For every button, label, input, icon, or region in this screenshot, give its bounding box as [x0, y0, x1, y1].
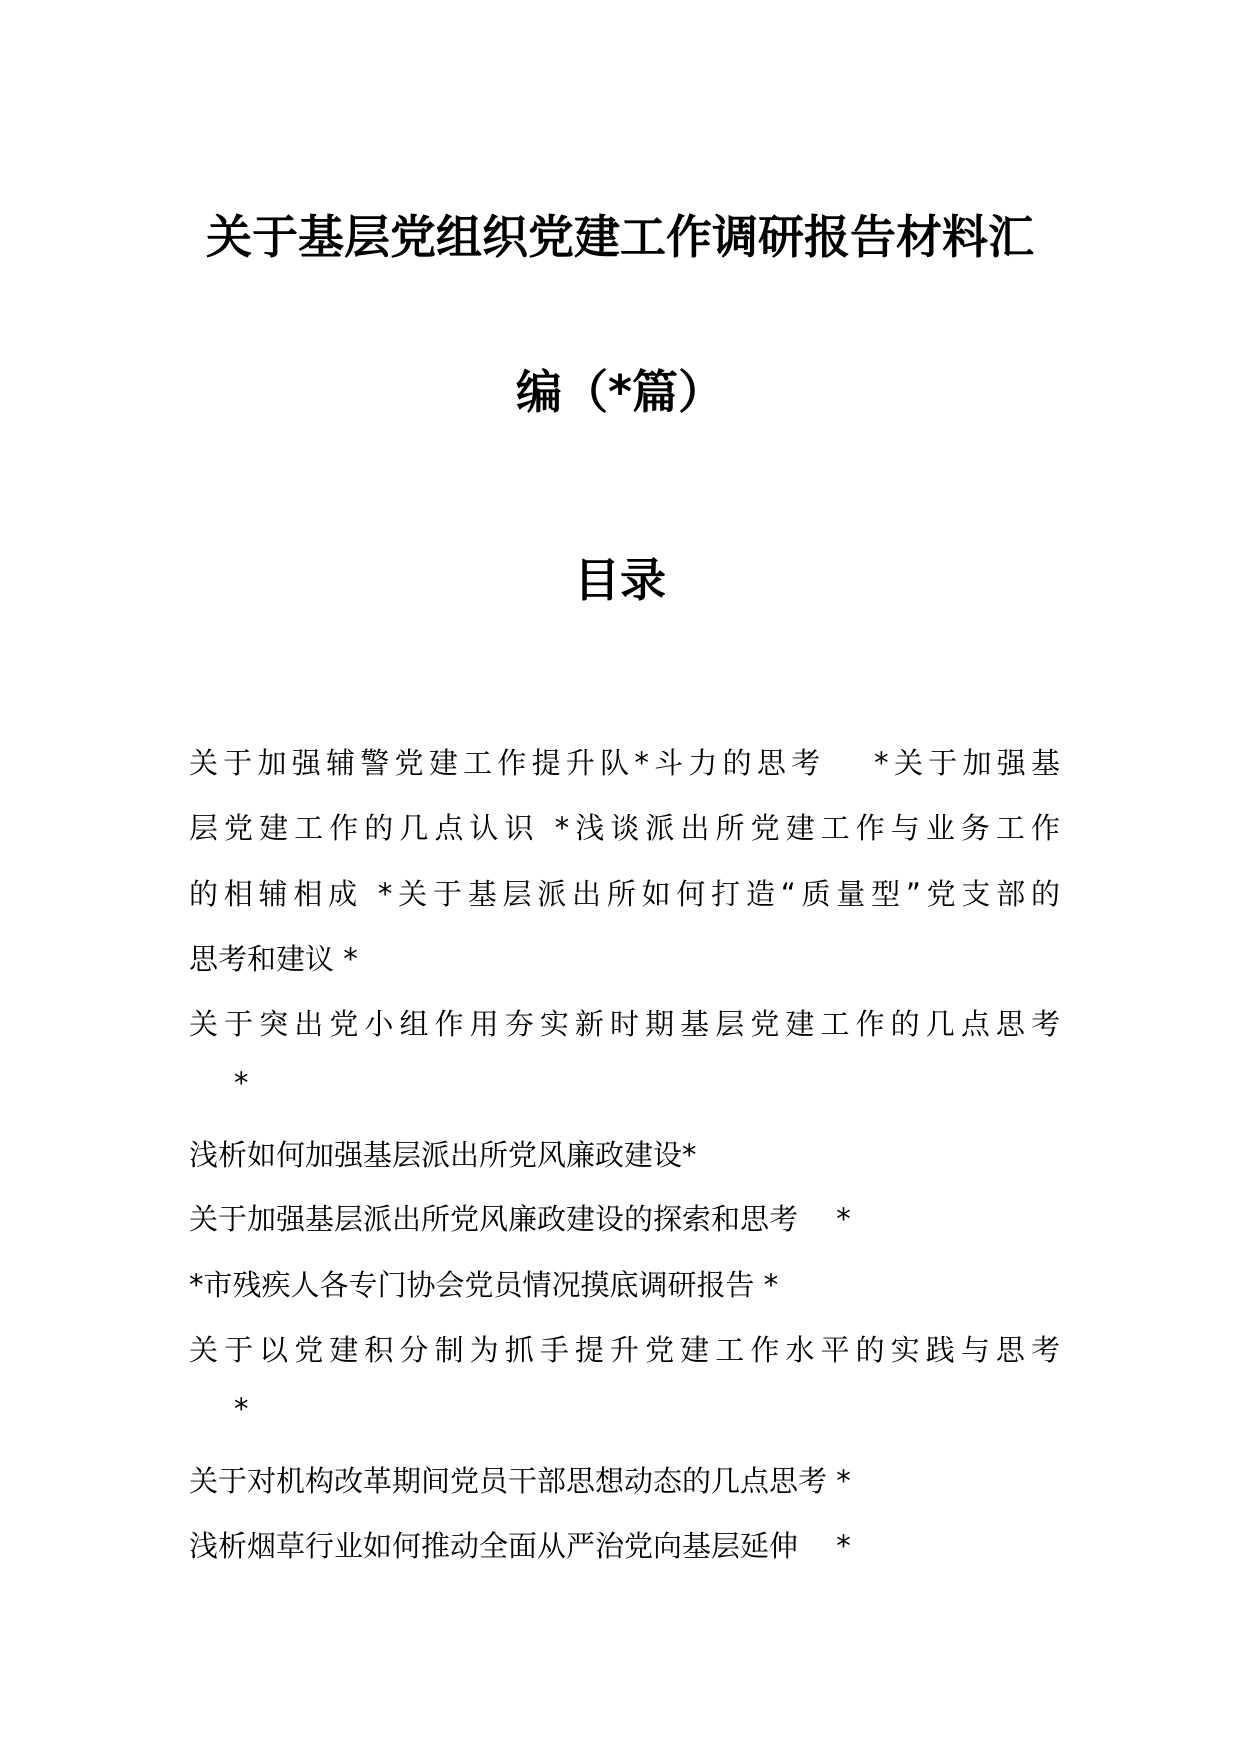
toc-line: *市残疾人各专门协会党员情况摸底调研报告 *: [189, 1268, 779, 1302]
toc-line: 关于加强基层派出所党风廉政建设的探索和思考 *: [189, 1202, 851, 1236]
toc-line: 浅析烟草行业如何推动全面从严治党向基层延伸 *: [189, 1529, 851, 1563]
toc-line: 思考和建议 *: [189, 942, 358, 976]
toc-line: 关于对机构改革期间党员干部思想动态的几点思考 *: [189, 1464, 851, 1498]
toc-line: 关于以党建积分制为抓手提升党建工作水平的实践与思考: [189, 1333, 1060, 1367]
toc-line-star: *: [234, 1392, 249, 1426]
document-title-line-1: 关于基层党组织党建工作调研报告材料汇: [206, 210, 1034, 264]
toc-line-star: *: [234, 1066, 249, 1100]
toc-line: 关于加强辅警党建工作提升队*斗力的思考 *关于加强基: [189, 746, 1060, 780]
document-title-line-2: 编（*篇）: [515, 365, 725, 419]
toc-line: 的相辅相成 *关于基层派出所如何打造“质量型”党支部的: [189, 877, 1060, 911]
toc-line: 层党建工作的几点认识 *浅谈派出所党建工作与业务工作: [189, 811, 1060, 845]
toc-line: 关于突出党小组作用夯实新时期基层党建工作的几点思考: [189, 1007, 1060, 1041]
toc-line: 浅析如何加强基层派出所党风廉政建设*: [189, 1138, 697, 1172]
toc-heading: 目录: [574, 553, 666, 607]
